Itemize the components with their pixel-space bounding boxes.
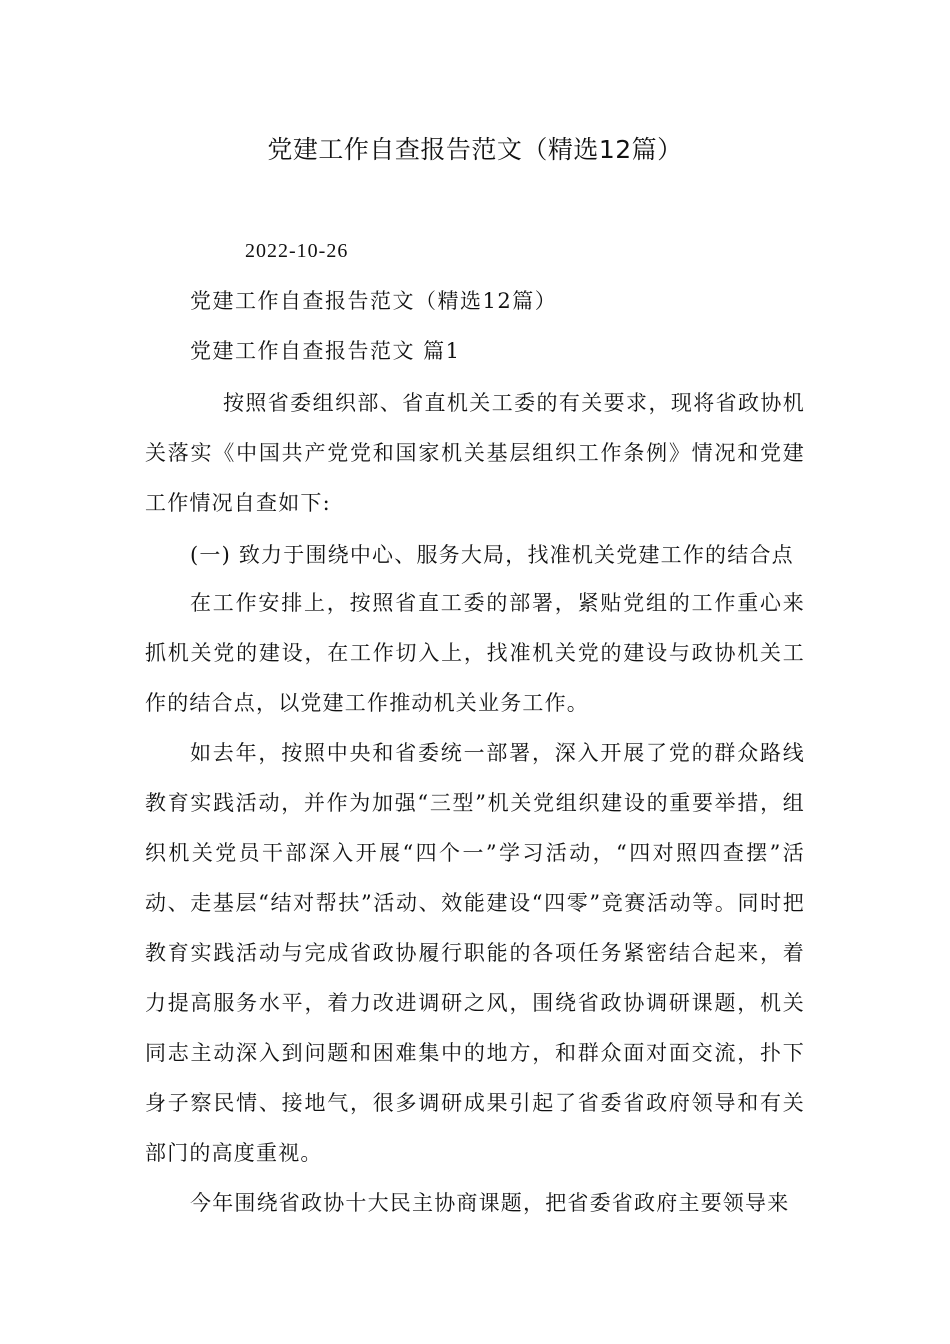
paragraph-last-year: 如去年，按照中央和省委统一部署，深入开展了党的群众路线教育实践活动，并作为加强“三型”机关党组织建设的重要举措，组织机关党员干部深入开展“四个一”学习活动，“四对照四查摆”活动、走基层“结对帮扶”活动、效能建设“四零”竞赛活动等。同时把教育实践活动与完成省政协履行职能的各项任务紧密结合起来，着力提高服务水平，着力改进调研之风，围绕省政协调研课题，机关同志主动深入到问题和困难集中的地方，和群众面对面交流，扑下身子察民情、接地气，很多调研成果引起了省委省政府领导和有关部门的高度重视。 [145,741,805,1165]
subsection-heading: (一) 致力于围绕中心、服务大局，找准机关党建工作的结合点 [190,543,794,567]
document-title: 党建工作自查报告范文（精选12篇） [267,135,683,164]
paragraph-work-arrangement: 在工作安排上，按照省直工委的部署，紧贴党组的工作重心来抓机关党的建设，在工作切入上，找准机关党的建设与政协机关工作的结合点，以党建工作推动机关业务工作。 [145,591,805,715]
paragraph-intro: 按照省委组织部、省直机关工委的有关要求，现将省政协机关落实《中国共产党党和国家机关基层组织工作条例》情况和党建工作情况自查如下: [145,391,805,515]
section-heading: 党建工作自查报告范文 篇1 [190,339,461,363]
document-date: 2022-10-26 [245,240,349,262]
paragraph-this-year: 今年围绕省政协十大民主协商课题，把省委省政府主要领导来 [190,1191,790,1215]
document-subtitle: 党建工作自查报告范文（精选12篇） [190,289,558,313]
